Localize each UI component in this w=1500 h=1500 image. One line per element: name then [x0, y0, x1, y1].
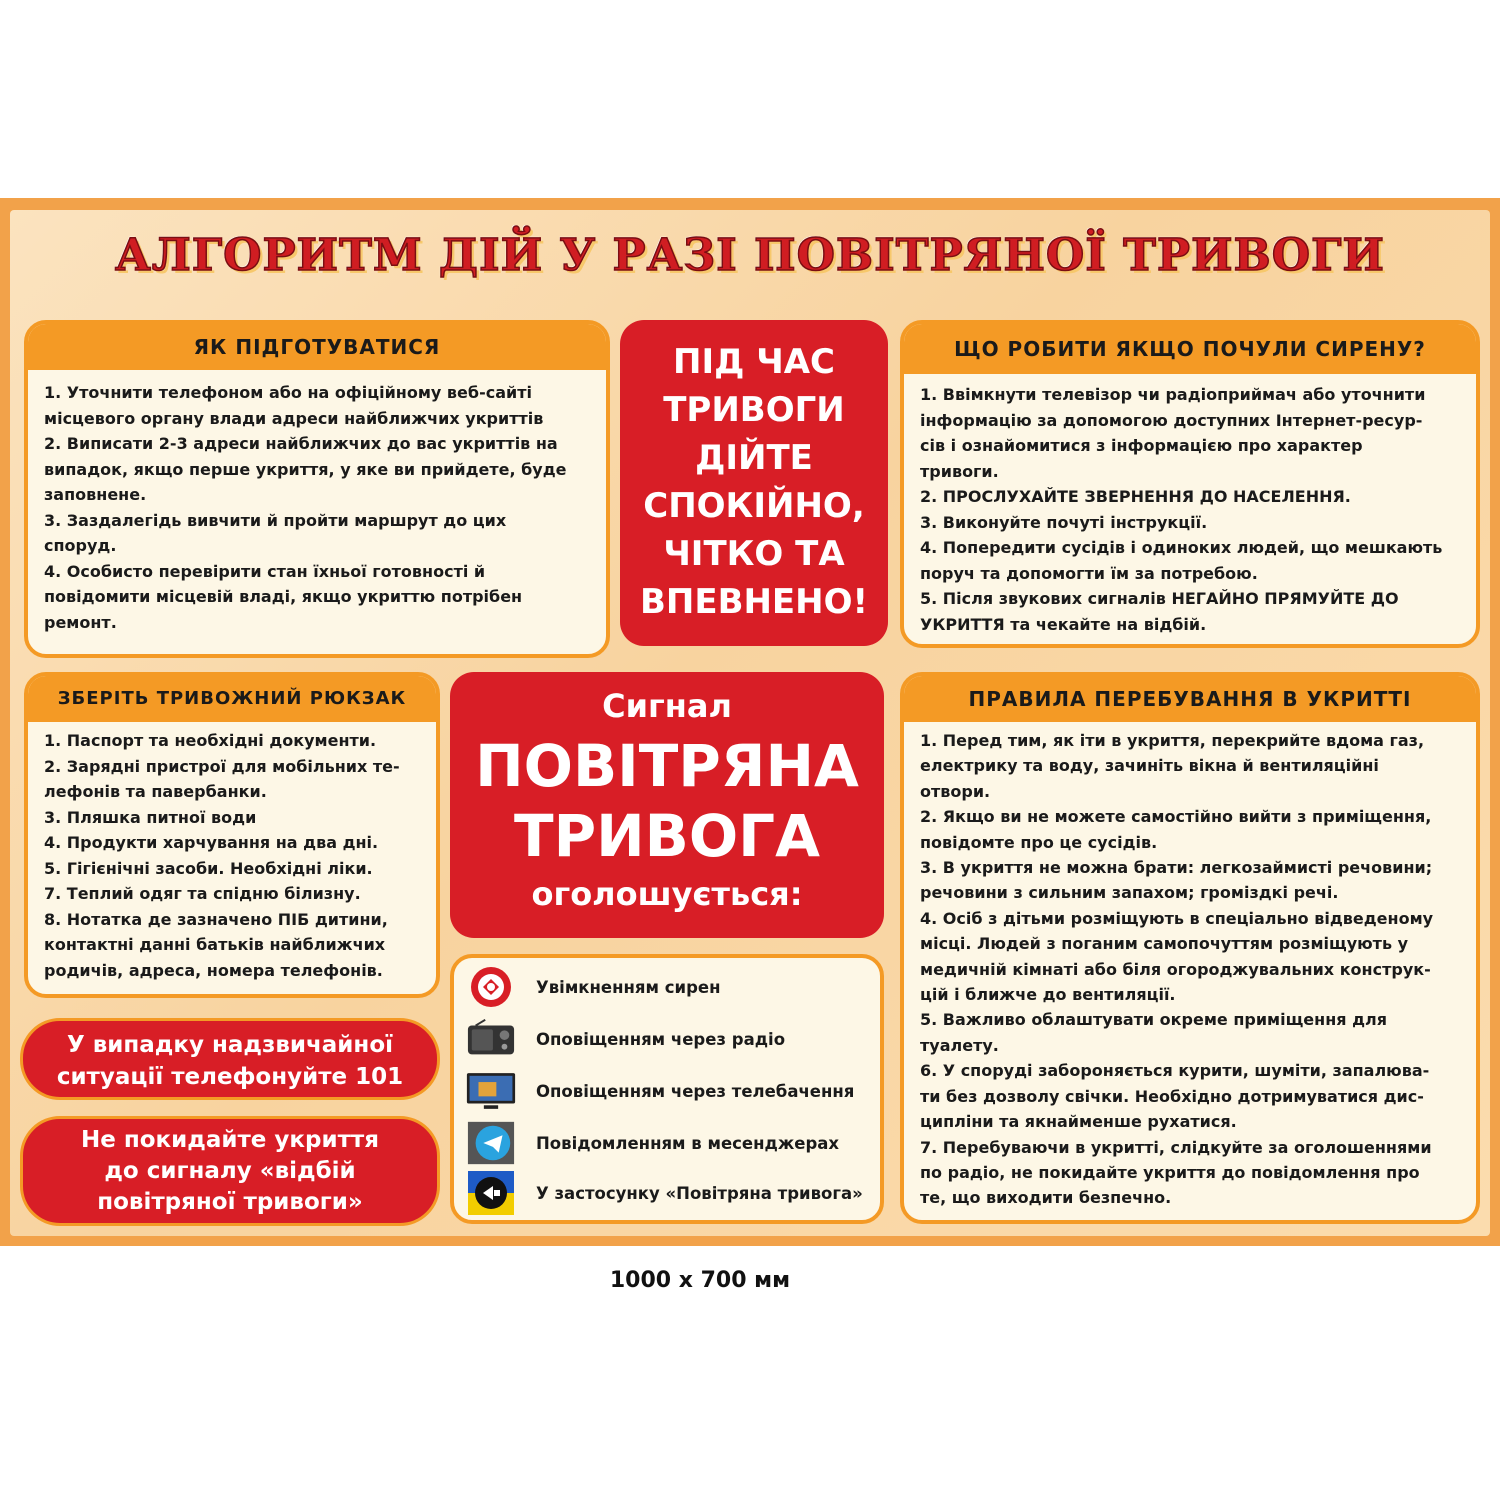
rules-line: туалету. — [920, 1035, 999, 1055]
siren-line: 5. Після звукових сигналів НЕГАЙНО ПРЯМУЙТЕ ДО — [920, 589, 1399, 608]
backpack-heading: ЗБЕРІТЬ ТРИВОЖНИЙ РЮКЗАК — [28, 676, 436, 722]
siren-line: сів і ознайомитися з інформацією про характер — [920, 436, 1363, 455]
prepare-line: ремонт. — [44, 612, 117, 632]
size-caption: 1000 х 700 мм — [609, 1268, 791, 1293]
calm-message-box — [620, 320, 888, 646]
siren-line: інформацію за допомогою доступних Інтернет-ресур- — [920, 410, 1423, 430]
rules-line: 5. Важливо облаштувати окреме приміщення для — [920, 1010, 1388, 1030]
siren-heading: ЩО РОБИТИ ЯКЩО ПОЧУЛИ СИРЕНУ? — [904, 324, 1476, 374]
rules-line: електрику та воду, зачиніть вікна й вентиляційні — [920, 756, 1379, 776]
method-label: Увімкненням сирен — [536, 977, 721, 997]
backpack-line: 7. Теплий одяг та спідню білизну. — [44, 884, 361, 903]
method-label: Повідомленням в месенджерах — [536, 1133, 840, 1153]
backpack-line: 5. Гігієнічні засоби. Необхідні ліки. — [44, 858, 373, 878]
signal-bottom: оголошується: — [531, 875, 803, 913]
siren-line: 4. Попередити сусідів і одиноких людей, що мешкають — [920, 538, 1443, 557]
rules-line: повідомте про це сусідів. — [920, 832, 1158, 852]
prepare-heading: ЯК ПІДГОТУВАТИСЯ — [28, 324, 606, 370]
backpack-line: 4. Продукти харчування на два дні. — [44, 833, 379, 852]
stay-line: до сигналу «відбій — [104, 1158, 356, 1184]
backpack-line: 1. Паспорт та необхідні документи. — [44, 731, 377, 750]
signal-line2: ТРИВОГА — [514, 802, 820, 870]
alert-app-icon — [466, 1171, 516, 1215]
prepare-panel — [24, 320, 610, 658]
calm-line: ПІД ЧАС — [673, 342, 835, 382]
rules-line: медичній кімнаті або біля огороджувальних конструк- — [920, 959, 1431, 979]
rules-line: цій і ближче до вентиляції. — [920, 985, 1176, 1005]
prepare-line: споруд. — [44, 536, 117, 555]
prepare-line: випадок, якщо перше укриття, у яке ви прийдете, буде — [44, 459, 567, 479]
calm-line: ЧІТКО ТА — [663, 534, 845, 574]
stay-in-shelter-banner — [20, 1116, 440, 1226]
siren-line: 2. ПРОСЛУХАЙТЕ ЗВЕРНЕННЯ ДО НАСЕЛЕННЯ. — [920, 487, 1351, 506]
emergency-line: ситуації телефонуйте 101 — [56, 1064, 404, 1090]
rules-line: по радіо, не покидайте укриття до повідомлення про — [920, 1162, 1420, 1182]
prepare-line: повідомити місцевій владі, якщо укриттю потрібен — [44, 587, 523, 606]
signal-line1: ПОВІТРЯНА — [475, 732, 859, 800]
tv-icon — [466, 1069, 516, 1113]
calm-line: ТРИВОГИ — [663, 390, 845, 430]
emergency-call-banner — [20, 1018, 440, 1100]
poster-background — [10, 210, 1490, 1236]
siren-line: УКРИТТЯ та чекайте на відбій. — [920, 614, 1207, 634]
prepare-line: заповнене. — [44, 485, 147, 504]
radio-icon — [466, 1017, 516, 1061]
backpack-line: родичів, адреса, номера телефонів. — [44, 960, 383, 980]
backpack-panel — [24, 672, 440, 998]
backpack-line: лефонів та павербанки. — [44, 782, 267, 801]
backpack-line: 2. Зарядні пристрої для мобільних те- — [44, 756, 400, 776]
siren-line: поруч та допомогти їм за потребою. — [920, 563, 1258, 583]
method-label: У застосунку «Повітряна тривога» — [536, 1183, 863, 1203]
backpack-line: 3. Пляшка питної води — [44, 807, 257, 827]
emergency-line: У випадку надзвичайної — [66, 1032, 394, 1058]
calm-line: СПОКІЙНО, — [643, 486, 865, 526]
rules-line: ти без дозволу свічки. Необхідно дотримуватися дис- — [920, 1086, 1424, 1106]
prepare-line: 1. Уточнити телефоном або на офіційному веб-сайті — [44, 383, 532, 402]
prepare-line: 3. Заздалегідь вивчити й пройти маршрут до цих — [44, 510, 507, 530]
siren-line: тривоги. — [920, 461, 999, 481]
rules-line: отвори. — [920, 781, 991, 801]
method-label: Оповіщенням через телебачення — [536, 1081, 855, 1101]
rules-line: 7. Перебуваючи в укритті, слідкуйте за оголошеннями — [920, 1137, 1432, 1157]
prepare-line: 2. Виписати 2-3 адреси найближчих до вас укриттів на — [44, 434, 558, 453]
prepare-line: 4. Особисто перевірити стан їхньої готовності й — [44, 561, 486, 581]
rules-line: 2. Якщо ви не можете самостійно вийти з приміщення, — [920, 807, 1432, 827]
method-row — [466, 1120, 839, 1166]
siren-panel — [900, 320, 1480, 648]
backpack-line: контактні данні батьків найближчих — [44, 935, 386, 954]
method-row — [466, 1068, 854, 1114]
rules-line: ципліни та якнайменше рухатися. — [920, 1112, 1237, 1132]
rules-line: 1. Перед тим, як іти в укриття, перекрийте вдома газ, — [920, 731, 1425, 750]
siren-line: 3. Виконуйте почуті інструкції. — [920, 512, 1208, 532]
rules-line: 4. Осіб з дітьми розміщують в спеціально відведеному — [920, 908, 1434, 928]
shelter-rules-panel — [900, 672, 1480, 1224]
stay-line: повітряної тривоги» — [97, 1189, 363, 1215]
rules-line: місці. Людей з поганим самопочуттям розміщують у — [920, 934, 1409, 954]
calm-line: ДІЙТЕ — [695, 438, 813, 478]
rules-heading: ПРАВИЛА ПЕРЕБУВАННЯ В УКРИТТІ — [904, 676, 1476, 722]
method-row — [466, 1016, 785, 1062]
signal-top: Сигнал — [602, 687, 732, 725]
poster — [0, 198, 1500, 1246]
backpack-line: 8. Нотатка де зазначено ПІБ дитини, — [44, 909, 388, 929]
rules-line: 6. У споруді забороняється курити, шуміти, запалюва- — [920, 1061, 1430, 1081]
rules-line: 3. В укриття не можна брати: легкозаймисті речовини; — [920, 858, 1433, 878]
siren-icon — [466, 965, 516, 1009]
telegram-icon — [466, 1121, 516, 1165]
method-row — [466, 1170, 863, 1216]
method-row — [466, 964, 720, 1010]
notification-methods-panel — [450, 954, 884, 1224]
siren-line: 1. Ввімкнути телевізор чи радіоприймач або уточнити — [920, 385, 1426, 404]
rules-line: те, що виходити безпечно. — [920, 1188, 1172, 1208]
poster-title: АЛГОРИТМ ДІЙ У РАЗІ ПОВІТРЯНОЇ ТРИВОГИ — [115, 230, 1385, 281]
stay-line: Не покидайте укриття — [80, 1127, 380, 1153]
prepare-line: місцевого органу влади адреси найближчих укриттів — [44, 408, 544, 428]
calm-line: ВПЕВНЕНО! — [639, 582, 869, 622]
rules-line: речовини з сильним запахом; громіздкі речі. — [920, 883, 1339, 903]
method-label: Оповіщенням через радіо — [536, 1029, 786, 1049]
air-raid-signal-box — [450, 672, 884, 938]
